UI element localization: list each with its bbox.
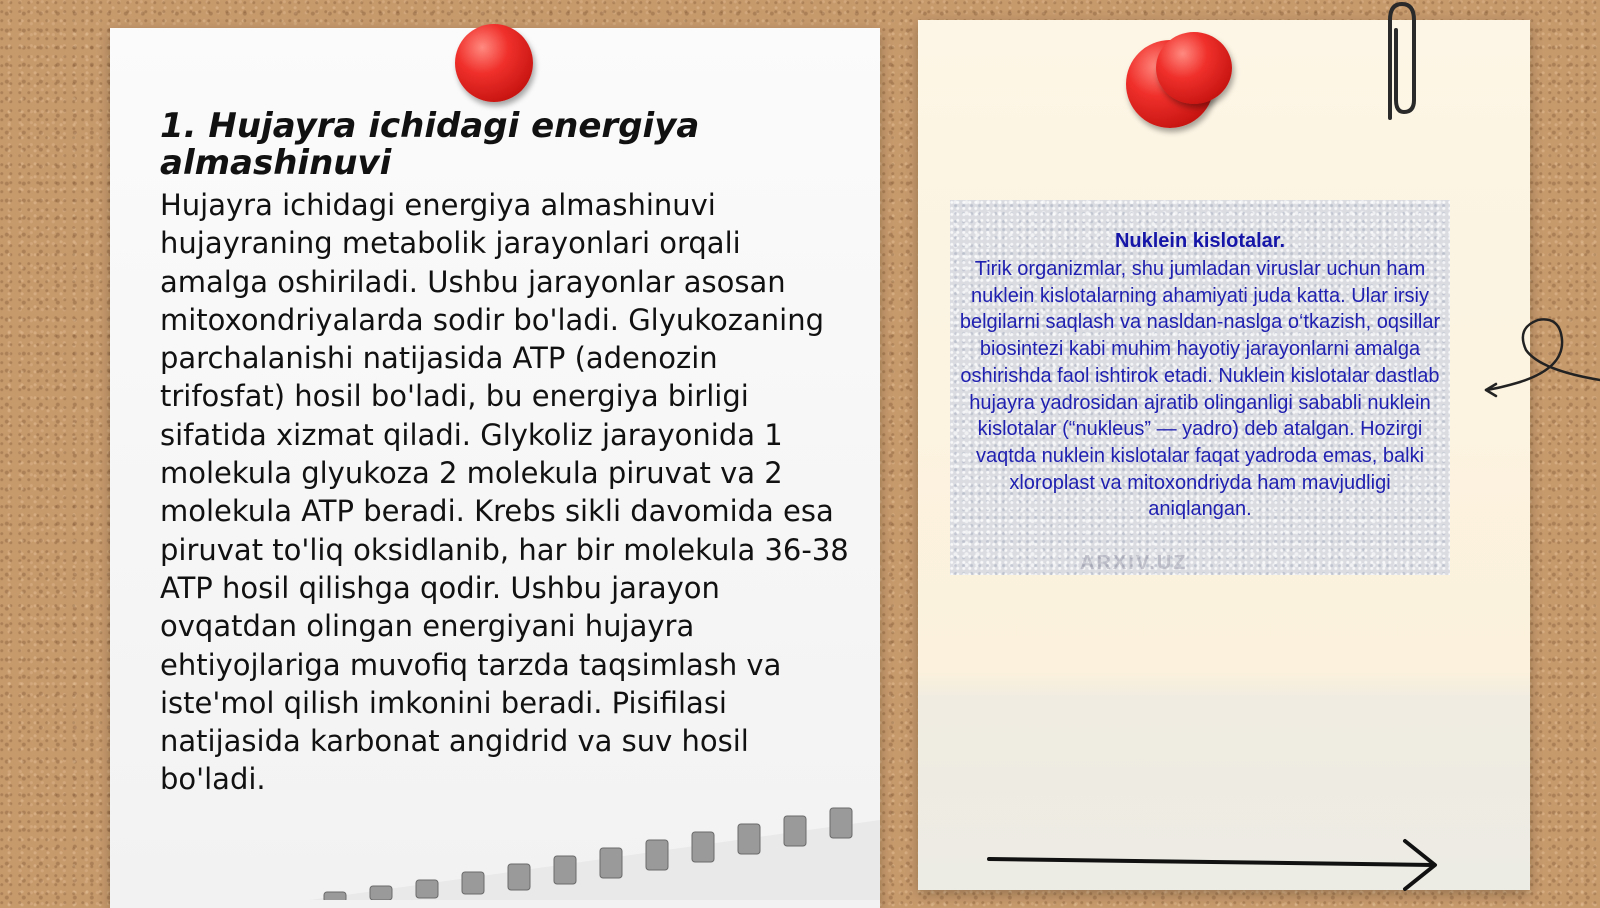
spiral-binding — [310, 800, 880, 900]
info-card-text: Tirik organizmlar, shu jumladan viruslar uchun ham nuklein kislotalarning ahamiyati juda katta. Ular irsiy belgilarni saqlash va nasldan-naslga o‘tkazish, oqsillar biosintezi kabi muhim hayotiy jarayonlarni amalga oshirishda faol ishtirok etadi. Nuklein kislotalar dastlab hujayra yadrosidan ajratib olinganligi sababli nuklein kislotalar (“nukleus” — yadro) deb atalgan. Hozirgi vaqtda nuklein kislotalar faqat yadroda emas, balki xloroplast va mitoxondriyda ham mavjudligi aniqlangan. — [959, 258, 1441, 521]
watermark: ARXIV.UZ — [1080, 552, 1188, 574]
push-pin-icon — [1156, 32, 1232, 104]
info-card — [950, 200, 1450, 575]
paper-clip-icon — [1376, 0, 1422, 130]
note-body: Hujayra ichidagi energiya almashinuvi hujayraning metabolik jarayonlari orqali amalga oshiriladi. Ushbu jarayonlar asosan mitoxondriyalarda sodir bo'ladi. Glyukozaning parchalanishi natijasida ATP (adenozin trifosfat) hosil bo'ladi, bu energiya birligi sifatida xizmat qiladi. Glykoliz jarayonida 1 molekula glyukoza 2 molekula piruvat va 2 molekula ATP beradi. Krebs sikli davomida esa piruvat to'liq oksidlanib, har bir molekula 36-38 ATP hosil qilishga qodir. Ushbu jarayon ovqatdan olingan energiyani hujayra ehtiyojlariga muvofiq tarzda taqsimlash va iste'mol qilish imkonini beradi. Pisifilasi natijasida karbonat angidrid va suv hosil bo'ladi. — [160, 188, 849, 797]
info-card-heading: Nuklein kislotalar. — [1114, 230, 1286, 252]
loop-arrow-doodle — [1480, 310, 1600, 410]
note-title: 1. Hujayra ichidagi energiya almashinuvi — [160, 106, 700, 183]
push-pin-icon — [455, 24, 533, 102]
arrow-right-icon — [985, 835, 1445, 895]
